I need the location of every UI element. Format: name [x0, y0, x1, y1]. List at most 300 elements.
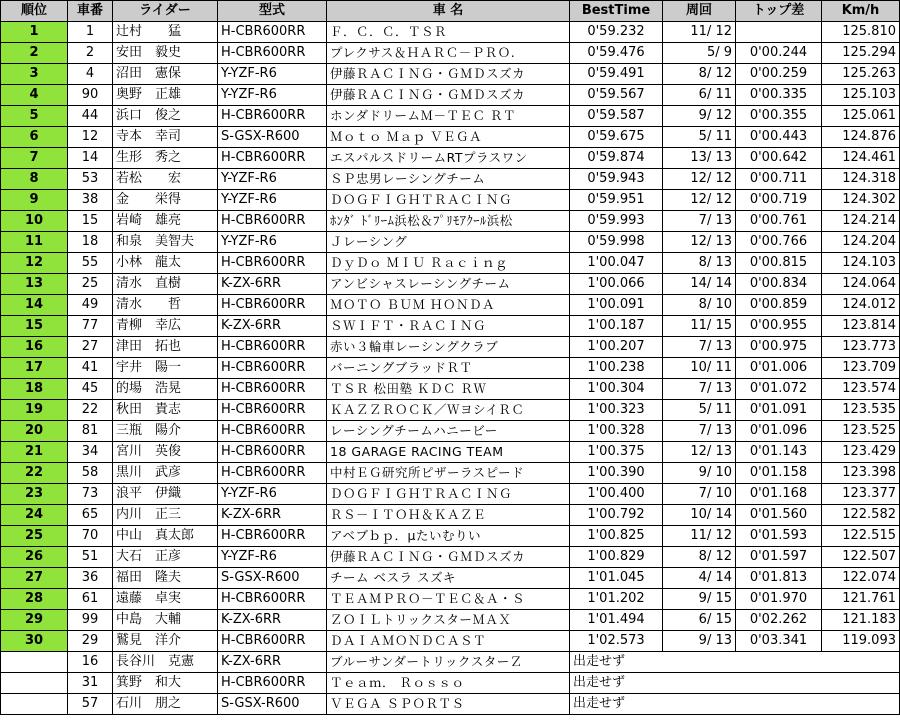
speed-cell: 124.876	[822, 127, 900, 148]
position-cell: 23	[1, 484, 68, 505]
table-row	[1, 22, 900, 43]
table-row	[1, 190, 900, 211]
position-cell: 7	[1, 148, 68, 169]
model-cell: H-CBR600RR	[218, 631, 327, 652]
model-cell: K-ZX-6RR	[218, 652, 327, 673]
number-cell: 73	[68, 484, 113, 505]
table-row	[1, 358, 900, 379]
team-cell: ﾎﾝﾀﾞ ﾄﾞﾘｰﾑ浜松＆ﾌﾟﾘﾓｱｸｰﾙ浜松	[327, 211, 570, 232]
results-body	[1, 22, 900, 715]
speed-cell: 125.263	[822, 64, 900, 85]
team-cell: ブルーサンダートリックスターＺ	[327, 652, 570, 673]
number-cell: 77	[68, 316, 113, 337]
rider-cell: 内川 正三	[113, 505, 218, 526]
model-cell: H-CBR600RR	[218, 463, 327, 484]
team-cell: Ｔｅａｍ． Ｒｏｓｓｏ	[327, 673, 570, 694]
best-time-cell: 0'59.675	[570, 127, 663, 148]
position-cell: 25	[1, 526, 68, 547]
speed-cell: 125.294	[822, 43, 900, 64]
team-cell: バーニングブラッドＲＴ	[327, 358, 570, 379]
model-cell: Y-YZF-R6	[218, 169, 327, 190]
gap-cell: 0'01.006	[736, 358, 822, 379]
gap-cell: 0'00.642	[736, 148, 822, 169]
rider-cell: 浪平 伊織	[113, 484, 218, 505]
team-cell: ＲＳ－ＩＴＯＨ＆ＫＡＺＥ	[327, 505, 570, 526]
model-cell: S-GSX-R600	[218, 127, 327, 148]
team-cell: チーム ベスラ スズキ	[327, 568, 570, 589]
table-row	[1, 211, 900, 232]
position-cell: 8	[1, 169, 68, 190]
number-cell: 16	[68, 652, 113, 673]
position-cell: 24	[1, 505, 68, 526]
lap-cell: 9/ 10	[663, 463, 736, 484]
best-time-cell: 1'00.375	[570, 442, 663, 463]
team-cell: ＤＯＧＦＩＧＨＴＲＡＣＩＮＧ	[327, 484, 570, 505]
position-cell: 17	[1, 358, 68, 379]
table-row	[1, 64, 900, 85]
gap-cell: 0'01.970	[736, 589, 822, 610]
gap-cell: 0'01.593	[736, 526, 822, 547]
lap-cell: 8/ 12	[663, 547, 736, 568]
rider-cell: 遠藤 卓実	[113, 589, 218, 610]
gap-cell: 0'00.761	[736, 211, 822, 232]
number-cell: 81	[68, 421, 113, 442]
gap-cell: 0'00.335	[736, 85, 822, 106]
position-cell	[1, 694, 68, 715]
status-cell: 出走せず	[570, 652, 900, 673]
number-cell: 15	[68, 211, 113, 232]
position-cell: 27	[1, 568, 68, 589]
position-cell: 18	[1, 379, 68, 400]
number-cell: 18	[68, 232, 113, 253]
gap-cell: 0'01.096	[736, 421, 822, 442]
rider-cell: 長谷川 克憲	[113, 652, 218, 673]
team-cell: 18 GARAGE RACING TEAM	[327, 442, 570, 463]
rider-cell: 箕野 和大	[113, 673, 218, 694]
lap-cell: 7/ 13	[663, 379, 736, 400]
best-time-cell: 1'01.202	[570, 589, 663, 610]
team-cell: Ｆ．Ｃ．Ｃ．ＴＳＲ	[327, 22, 570, 43]
team-cell: プレクサス＆ＨＡＲＣ－ＰＲＯ.	[327, 43, 570, 64]
table-row	[1, 43, 900, 64]
speed-cell: 123.398	[822, 463, 900, 484]
rider-cell: 辻村 猛	[113, 22, 218, 43]
lap-cell: 8/ 13	[663, 253, 736, 274]
best-time-cell: 1'02.573	[570, 631, 663, 652]
model-cell: H-CBR600RR	[218, 526, 327, 547]
lap-cell: 7/ 13	[663, 211, 736, 232]
lap-cell: 11/ 12	[663, 526, 736, 547]
best-time-cell: 1'01.494	[570, 610, 663, 631]
gap-cell: 0'00.766	[736, 232, 822, 253]
model-cell: Y-YZF-R6	[218, 484, 327, 505]
position-cell: 28	[1, 589, 68, 610]
gap-cell: 0'00.355	[736, 106, 822, 127]
speed-cell: 121.761	[822, 589, 900, 610]
position-cell: 6	[1, 127, 68, 148]
team-cell: アベブｂｐ．μたいむりい	[327, 526, 570, 547]
table-row	[1, 85, 900, 106]
team-cell: Ｍｏｔｏ Ｍａｐ ＶＥＧＡ	[327, 127, 570, 148]
model-cell: H-CBR600RR	[218, 589, 327, 610]
gap-cell: 0'02.262	[736, 610, 822, 631]
position-cell	[1, 652, 68, 673]
best-time-cell: 0'59.491	[570, 64, 663, 85]
lap-cell: 12/ 13	[663, 232, 736, 253]
lap-cell: 7/ 13	[663, 421, 736, 442]
model-cell: Y-YZF-R6	[218, 232, 327, 253]
model-cell: H-CBR600RR	[218, 253, 327, 274]
gap-cell: 0'00.719	[736, 190, 822, 211]
gap-cell: 0'00.834	[736, 274, 822, 295]
model-cell: H-CBR600RR	[218, 22, 327, 43]
lap-cell: 9/ 13	[663, 631, 736, 652]
speed-cell: 122.515	[822, 526, 900, 547]
gap-cell: 0'01.168	[736, 484, 822, 505]
best-time-cell: 1'00.323	[570, 400, 663, 421]
lap-cell: 12/ 12	[663, 190, 736, 211]
model-cell: K-ZX-6RR	[218, 316, 327, 337]
speed-cell: 123.814	[822, 316, 900, 337]
best-time-cell: 0'59.998	[570, 232, 663, 253]
best-time-cell: 0'59.993	[570, 211, 663, 232]
best-time-cell: 1'01.045	[570, 568, 663, 589]
lap-cell: 11/ 12	[663, 22, 736, 43]
table-row	[1, 442, 900, 463]
table-row	[1, 526, 900, 547]
position-cell: 5	[1, 106, 68, 127]
position-cell: 22	[1, 463, 68, 484]
gap-cell: 0'00.955	[736, 316, 822, 337]
table-row	[1, 148, 900, 169]
team-cell: Ｊレーシング	[327, 232, 570, 253]
best-time-cell: 0'59.567	[570, 85, 663, 106]
speed-cell: 124.103	[822, 253, 900, 274]
best-time-cell: 1'00.829	[570, 547, 663, 568]
rider-cell: 和泉 美智夫	[113, 232, 218, 253]
lap-cell: 6/ 15	[663, 610, 736, 631]
model-cell: H-CBR600RR	[218, 337, 327, 358]
best-time-cell: 1'00.792	[570, 505, 663, 526]
lap-cell: 12/ 12	[663, 169, 736, 190]
team-cell: ＶＥＧＡ ＳＰＯＲＴＳ	[327, 694, 570, 715]
number-cell: 41	[68, 358, 113, 379]
header-rider: ライダー	[113, 1, 218, 22]
number-cell: 36	[68, 568, 113, 589]
table-row-dns	[1, 673, 900, 694]
model-cell: S-GSX-R600	[218, 568, 327, 589]
best-time-cell: 1'00.207	[570, 337, 663, 358]
team-cell: ＫＡＺＺＲＯＣＫ／ＷヨシイＲＣ	[327, 400, 570, 421]
speed-cell: 125.061	[822, 106, 900, 127]
best-time-cell: 0'59.476	[570, 43, 663, 64]
table-row	[1, 484, 900, 505]
position-cell: 11	[1, 232, 68, 253]
lap-cell: 5/ 11	[663, 127, 736, 148]
rider-cell: 秋田 貴志	[113, 400, 218, 421]
speed-cell: 125.103	[822, 85, 900, 106]
speed-cell: 123.429	[822, 442, 900, 463]
rider-cell: 鷲見 洋介	[113, 631, 218, 652]
model-cell: Y-YZF-R6	[218, 190, 327, 211]
position-cell: 30	[1, 631, 68, 652]
number-cell: 25	[68, 274, 113, 295]
rider-cell: 沼田 憲保	[113, 64, 218, 85]
team-cell: ホンダドリームＭ－ＴＥＣ ＲＴ	[327, 106, 570, 127]
speed-cell: 124.318	[822, 169, 900, 190]
lap-cell: 14/ 14	[663, 274, 736, 295]
gap-cell: 0'01.813	[736, 568, 822, 589]
speed-cell: 123.535	[822, 400, 900, 421]
speed-cell: 123.525	[822, 421, 900, 442]
gap-cell: 0'01.597	[736, 547, 822, 568]
best-time-cell: 1'00.238	[570, 358, 663, 379]
table-row-dns	[1, 694, 900, 715]
lap-cell: 11/ 15	[663, 316, 736, 337]
team-cell: アンビシャスレーシングチーム	[327, 274, 570, 295]
rider-cell: 生形 秀之	[113, 148, 218, 169]
model-cell: H-CBR600RR	[218, 673, 327, 694]
number-cell: 22	[68, 400, 113, 421]
team-cell: ＤＯＧＦＩＧＨＴＲＡＣＩＮＧ	[327, 190, 570, 211]
model-cell: K-ZX-6RR	[218, 274, 327, 295]
best-time-cell: 1'00.390	[570, 463, 663, 484]
header-gap: トップ差	[736, 1, 822, 22]
speed-cell: 123.574	[822, 379, 900, 400]
table-row	[1, 463, 900, 484]
table-row	[1, 316, 900, 337]
gap-cell: 0'01.158	[736, 463, 822, 484]
speed-cell: 122.582	[822, 505, 900, 526]
best-time-cell: 0'59.232	[570, 22, 663, 43]
lap-cell: 9/ 12	[663, 106, 736, 127]
gap-cell	[736, 22, 822, 43]
model-cell: K-ZX-6RR	[218, 505, 327, 526]
header-best-time: BestTime	[570, 1, 663, 22]
table-row	[1, 505, 900, 526]
table-row	[1, 421, 900, 442]
table-row	[1, 568, 900, 589]
best-time-cell: 1'00.066	[570, 274, 663, 295]
rider-cell: 清水 直樹	[113, 274, 218, 295]
number-cell: 29	[68, 631, 113, 652]
number-cell: 51	[68, 547, 113, 568]
position-cell: 2	[1, 43, 68, 64]
number-cell: 58	[68, 463, 113, 484]
gap-cell: 0'01.560	[736, 505, 822, 526]
lap-cell: 6/ 11	[663, 85, 736, 106]
number-cell: 55	[68, 253, 113, 274]
number-cell: 44	[68, 106, 113, 127]
position-cell: 3	[1, 64, 68, 85]
lap-cell: 7/ 13	[663, 337, 736, 358]
position-cell: 4	[1, 85, 68, 106]
team-cell: ＳＰ忠男レーシングチーム	[327, 169, 570, 190]
rider-cell: 石川 朋之	[113, 694, 218, 715]
lap-cell: 8/ 12	[663, 64, 736, 85]
rider-cell: 青柳 幸広	[113, 316, 218, 337]
team-cell: 中村ＥＧ研究所ピザーラスピード	[327, 463, 570, 484]
table-row	[1, 589, 900, 610]
position-cell: 12	[1, 253, 68, 274]
position-cell: 13	[1, 274, 68, 295]
lap-cell: 10/ 14	[663, 505, 736, 526]
best-time-cell: 1'00.091	[570, 295, 663, 316]
table-row	[1, 106, 900, 127]
number-cell: 14	[68, 148, 113, 169]
number-cell: 49	[68, 295, 113, 316]
model-cell: K-ZX-6RR	[218, 610, 327, 631]
speed-cell: 123.709	[822, 358, 900, 379]
model-cell: H-CBR600RR	[218, 106, 327, 127]
gap-cell: 0'00.259	[736, 64, 822, 85]
position-cell: 21	[1, 442, 68, 463]
speed-cell: 124.012	[822, 295, 900, 316]
team-cell: ＤｙＤｏ ＭＩＵ Ｒａｃｉｎｇ	[327, 253, 570, 274]
header-model: 型式	[218, 1, 327, 22]
team-cell: 伊藤ＲＡＣＩＮＧ・ＧＭＤスズカ	[327, 64, 570, 85]
team-cell: ＭＯＴＯ ＢＵＭ ＨＯＮＤＡ	[327, 295, 570, 316]
lap-cell: 5/ 11	[663, 400, 736, 421]
gap-cell: 0'00.711	[736, 169, 822, 190]
team-cell: 赤い３輪車レーシングクラブ	[327, 337, 570, 358]
rider-cell: 黒川 武彦	[113, 463, 218, 484]
number-cell: 70	[68, 526, 113, 547]
gap-cell: 0'01.143	[736, 442, 822, 463]
table-row	[1, 631, 900, 652]
model-cell: H-CBR600RR	[218, 442, 327, 463]
rider-cell: 津田 拓也	[113, 337, 218, 358]
model-cell: H-CBR600RR	[218, 295, 327, 316]
position-cell: 16	[1, 337, 68, 358]
header-lap: 周回	[663, 1, 736, 22]
lap-cell: 4/ 14	[663, 568, 736, 589]
number-cell: 61	[68, 589, 113, 610]
header-team: 車 名	[327, 1, 570, 22]
speed-cell: 124.064	[822, 274, 900, 295]
status-cell: 出走せず	[570, 673, 900, 694]
lap-cell: 7/ 10	[663, 484, 736, 505]
rider-cell: 的場 浩晃	[113, 379, 218, 400]
rider-cell: 福田 隆夫	[113, 568, 218, 589]
position-cell: 20	[1, 421, 68, 442]
table-row-dns	[1, 652, 900, 673]
speed-cell: 124.214	[822, 211, 900, 232]
gap-cell: 0'00.244	[736, 43, 822, 64]
rider-cell: 中山 真太郎	[113, 526, 218, 547]
speed-cell: 119.093	[822, 631, 900, 652]
best-time-cell: 0'59.587	[570, 106, 663, 127]
position-cell: 19	[1, 400, 68, 421]
gap-cell: 0'00.815	[736, 253, 822, 274]
speed-cell: 124.204	[822, 232, 900, 253]
model-cell: H-CBR600RR	[218, 148, 327, 169]
rider-cell: 大石 正彦	[113, 547, 218, 568]
number-cell: 90	[68, 85, 113, 106]
header-speed: Km/h	[822, 1, 900, 22]
table-row	[1, 337, 900, 358]
number-cell: 53	[68, 169, 113, 190]
best-time-cell: 1'00.304	[570, 379, 663, 400]
number-cell: 38	[68, 190, 113, 211]
table-row	[1, 547, 900, 568]
position-cell: 9	[1, 190, 68, 211]
speed-cell: 125.810	[822, 22, 900, 43]
team-cell: ＴＳＲ 松田塾 ＫＤＣ ＲＷ	[327, 379, 570, 400]
number-cell: 4	[68, 64, 113, 85]
model-cell: H-CBR600RR	[218, 421, 327, 442]
speed-cell: 124.461	[822, 148, 900, 169]
number-cell: 99	[68, 610, 113, 631]
table-row	[1, 295, 900, 316]
gap-cell: 0'00.859	[736, 295, 822, 316]
team-cell: エスパルスドリームRTプラスワン	[327, 148, 570, 169]
number-cell: 65	[68, 505, 113, 526]
number-cell: 1	[68, 22, 113, 43]
table-row	[1, 379, 900, 400]
model-cell: Y-YZF-R6	[218, 64, 327, 85]
rider-cell: 奥野 正雄	[113, 85, 218, 106]
model-cell: H-CBR600RR	[218, 379, 327, 400]
number-cell: 34	[68, 442, 113, 463]
rider-cell: 宇井 陽一	[113, 358, 218, 379]
team-cell: ＺＯＩＬトリックスターＭＡＸ	[327, 610, 570, 631]
table-row	[1, 169, 900, 190]
position-cell: 14	[1, 295, 68, 316]
model-cell: H-CBR600RR	[218, 211, 327, 232]
rider-cell: 若松 宏	[113, 169, 218, 190]
best-time-cell: 1'00.825	[570, 526, 663, 547]
best-time-cell: 1'00.400	[570, 484, 663, 505]
number-cell: 2	[68, 43, 113, 64]
best-time-cell: 1'00.047	[570, 253, 663, 274]
gap-cell: 0'03.341	[736, 631, 822, 652]
rider-cell: 中島 大輔	[113, 610, 218, 631]
gap-cell: 0'01.072	[736, 379, 822, 400]
status-cell: 出走せず	[570, 694, 900, 715]
gap-cell: 0'01.091	[736, 400, 822, 421]
model-cell: H-CBR600RR	[218, 400, 327, 421]
best-time-cell: 0'59.943	[570, 169, 663, 190]
team-cell: レーシングチームハニービー	[327, 421, 570, 442]
rider-cell: 金 栄得	[113, 190, 218, 211]
speed-cell: 121.183	[822, 610, 900, 631]
lap-cell: 5/ 9	[663, 43, 736, 64]
model-cell: Y-YZF-R6	[218, 547, 327, 568]
number-cell: 45	[68, 379, 113, 400]
position-cell: 29	[1, 610, 68, 631]
team-cell: ＴＥＡＭＰＲＯ－ＴＥＣ＆Ａ・Ｓ	[327, 589, 570, 610]
table-row	[1, 400, 900, 421]
team-cell: ＤＡＩＡＭＯＮＤＣＡＳＴ	[327, 631, 570, 652]
table-row	[1, 127, 900, 148]
number-cell: 27	[68, 337, 113, 358]
lap-cell: 12/ 13	[663, 442, 736, 463]
speed-cell: 122.074	[822, 568, 900, 589]
header-row	[1, 1, 900, 22]
best-time-cell: 0'59.874	[570, 148, 663, 169]
speed-cell: 122.507	[822, 547, 900, 568]
table-row	[1, 274, 900, 295]
position-cell: 10	[1, 211, 68, 232]
rider-cell: 浜口 俊之	[113, 106, 218, 127]
best-time-cell: 1'00.187	[570, 316, 663, 337]
lap-cell: 10/ 11	[663, 358, 736, 379]
model-cell: Y-YZF-R6	[218, 85, 327, 106]
number-cell: 12	[68, 127, 113, 148]
team-cell: 伊藤ＲＡＣＩＮＧ・ＧＭＤスズカ	[327, 547, 570, 568]
header-position: 順位	[1, 1, 68, 22]
